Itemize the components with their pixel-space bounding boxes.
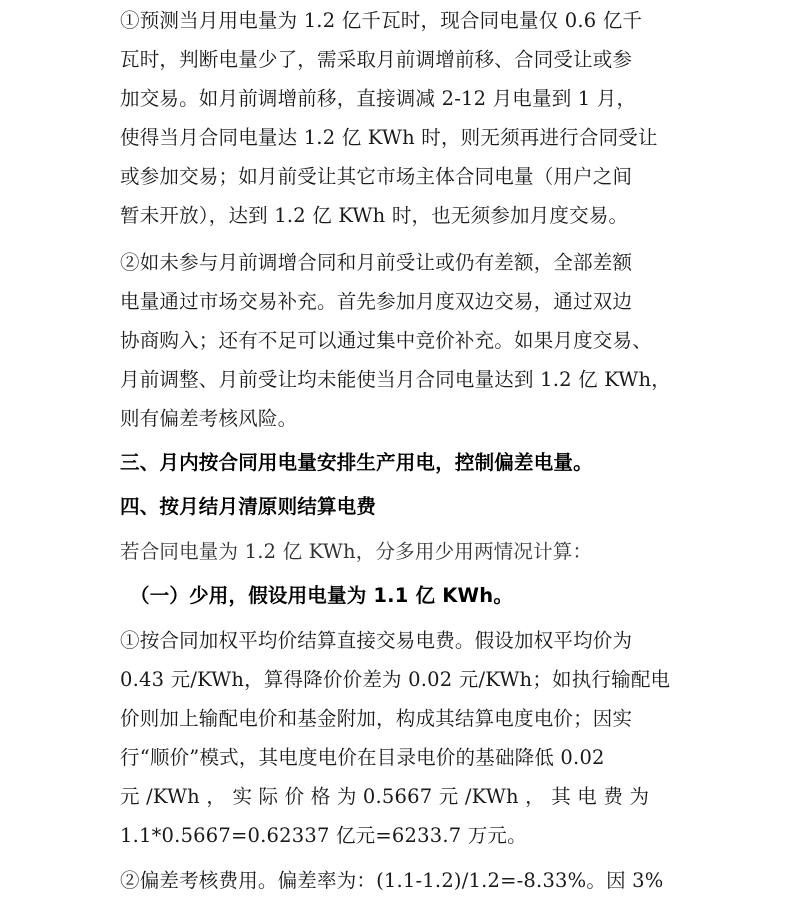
text-line-3: 加交易。如月前调增前移，直接调减 2-12 月电量到 1 月， (120, 87, 637, 110)
text-line-16: 行“顺价”模式，其电度电价在目录电价的基础降低 0.02 (120, 746, 605, 769)
text-line-13: ①按合同加权平均价结算直接交易电费。假设加权平均价为 (120, 629, 633, 652)
text-line-10: 月前调整、月前受让均未能使当月合同电量达到 1.2 亿 KWh， (120, 368, 671, 391)
text-line-11: 则有偏差考核风险。 (120, 407, 298, 430)
text-line-2: 瓦时，判断电量少了，需采取月前调增前移、合同受让或参 (120, 48, 633, 71)
text-line-4: 使得当月合同电量达 1.2 亿 KWh 时，则无须再进行合同受让 (120, 126, 658, 149)
text-line-1: ①预测当月用电量为 1.2 亿千瓦时，现合同电量仅 0.6 亿千 (120, 9, 643, 32)
text-line-18: 1.1*0.5667=0.62337 亿元=6233.7 万元。 (120, 824, 527, 847)
text-line-17: 元 /KWh ， 实 际 价 格 为 0.5667 元 /KWh ， 其 电 费 为 (120, 785, 650, 808)
text-line-9: 协商购入；还有不足可以通过集中竞价补充。如果月度交易、 (120, 329, 652, 352)
text-line-5: 或参加交易；如月前受让其它市场主体合同电量（用户之间 (120, 165, 633, 188)
text-line-7: ②如未参与月前调增合同和月前受让或仍有差额，全部差额 (120, 251, 633, 274)
text-line-15: 价则加上输配电价和基金附加，构成其结算电度电价；因实 (120, 707, 633, 730)
subsection-heading-1: （一）少用，假设用电量为 1.1 亿 KWh。 (130, 584, 514, 607)
text-line-19: ②偏差考核费用。偏差率为：(1.1-1.2)/1.2=-8.33%。因 3% (120, 869, 664, 892)
text-line-6: 暂未开放），达到 1.2 亿 KWh 时，也无须参加月度交易。 (120, 204, 629, 227)
section-heading-4: 四、按月结月清原则结算电费 (120, 495, 377, 518)
text-line-8: 电量通过市场交易补充。首先参加月度双边交易，通过双边 (120, 290, 633, 313)
text-line-12: 若合同电量为 1.2 亿 KWh，分多用少用两情况计算： (120, 540, 593, 563)
section-heading-3: 三、月内按合同用电量安排生产用电，控制偏差电量。 (120, 451, 593, 474)
text-line-14: 0.43 元/KWh，算得降价价差为 0.02 元/KWh；如执行输配电 (120, 668, 671, 691)
